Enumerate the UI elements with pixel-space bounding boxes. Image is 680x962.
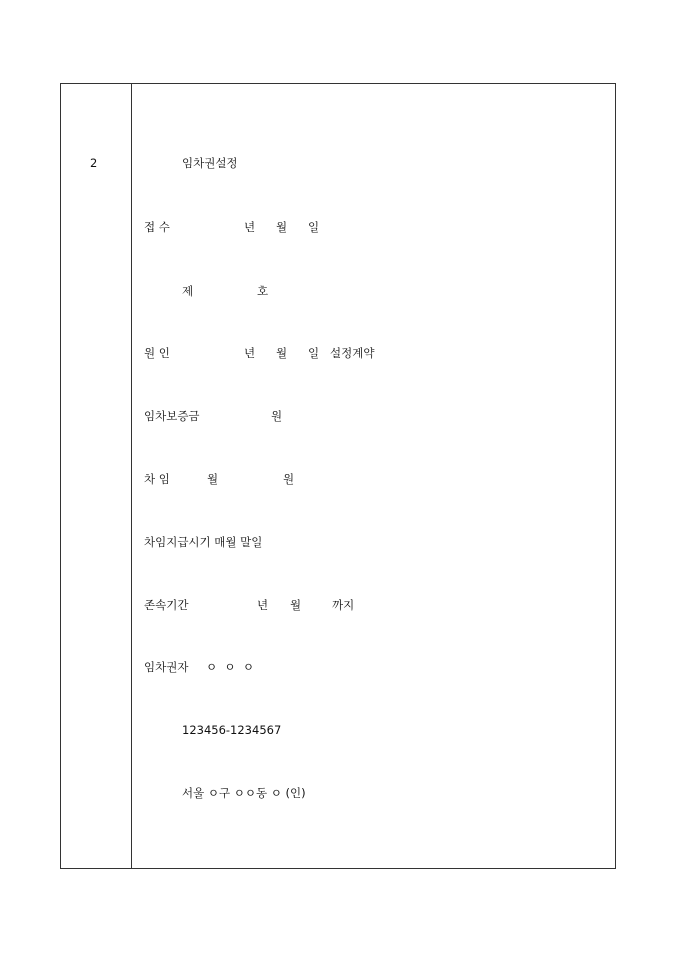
rent-label: 차 임 bbox=[144, 472, 170, 486]
receipt-number-suffix: 호 bbox=[257, 284, 269, 298]
receipt-number-label: 제 bbox=[182, 284, 194, 298]
holder-label: 임차권자 bbox=[144, 660, 189, 674]
cause-year: 년 bbox=[244, 346, 256, 360]
duration-month: 월 bbox=[290, 598, 302, 612]
cause-month: 월 bbox=[276, 346, 288, 360]
deposit-unit: 원 bbox=[271, 409, 283, 423]
receipt-day: 일 bbox=[308, 220, 320, 234]
holder-address: 서울 ㅇ구 ㅇㅇ동 ㅇ (인) bbox=[182, 786, 306, 800]
rent-unit: 원 bbox=[283, 472, 295, 486]
cause-day: 일 bbox=[308, 346, 320, 360]
duration-label: 존속기간 bbox=[144, 598, 189, 612]
duration-year: 년 bbox=[257, 598, 269, 612]
cause-description: 설정계약 bbox=[330, 346, 375, 360]
registration-purpose: 임차권설정 bbox=[182, 156, 238, 170]
holder-id-number: 123456-1234567 bbox=[182, 723, 282, 737]
duration-until: 까지 bbox=[332, 598, 355, 612]
payment-terms: 차임지급시기 매월 말일 bbox=[144, 535, 263, 549]
deposit-label: 임차보증금 bbox=[144, 409, 200, 423]
cause-label: 원 인 bbox=[144, 346, 170, 360]
rent-period: 월 bbox=[207, 472, 219, 486]
entry-number: 2 bbox=[90, 156, 98, 170]
holder-name: ㅇ ㅇ ㅇ bbox=[206, 660, 254, 674]
column-divider bbox=[131, 84, 132, 868]
receipt-label: 접 수 bbox=[144, 220, 170, 234]
receipt-year: 년 bbox=[244, 220, 256, 234]
receipt-month: 월 bbox=[276, 220, 288, 234]
